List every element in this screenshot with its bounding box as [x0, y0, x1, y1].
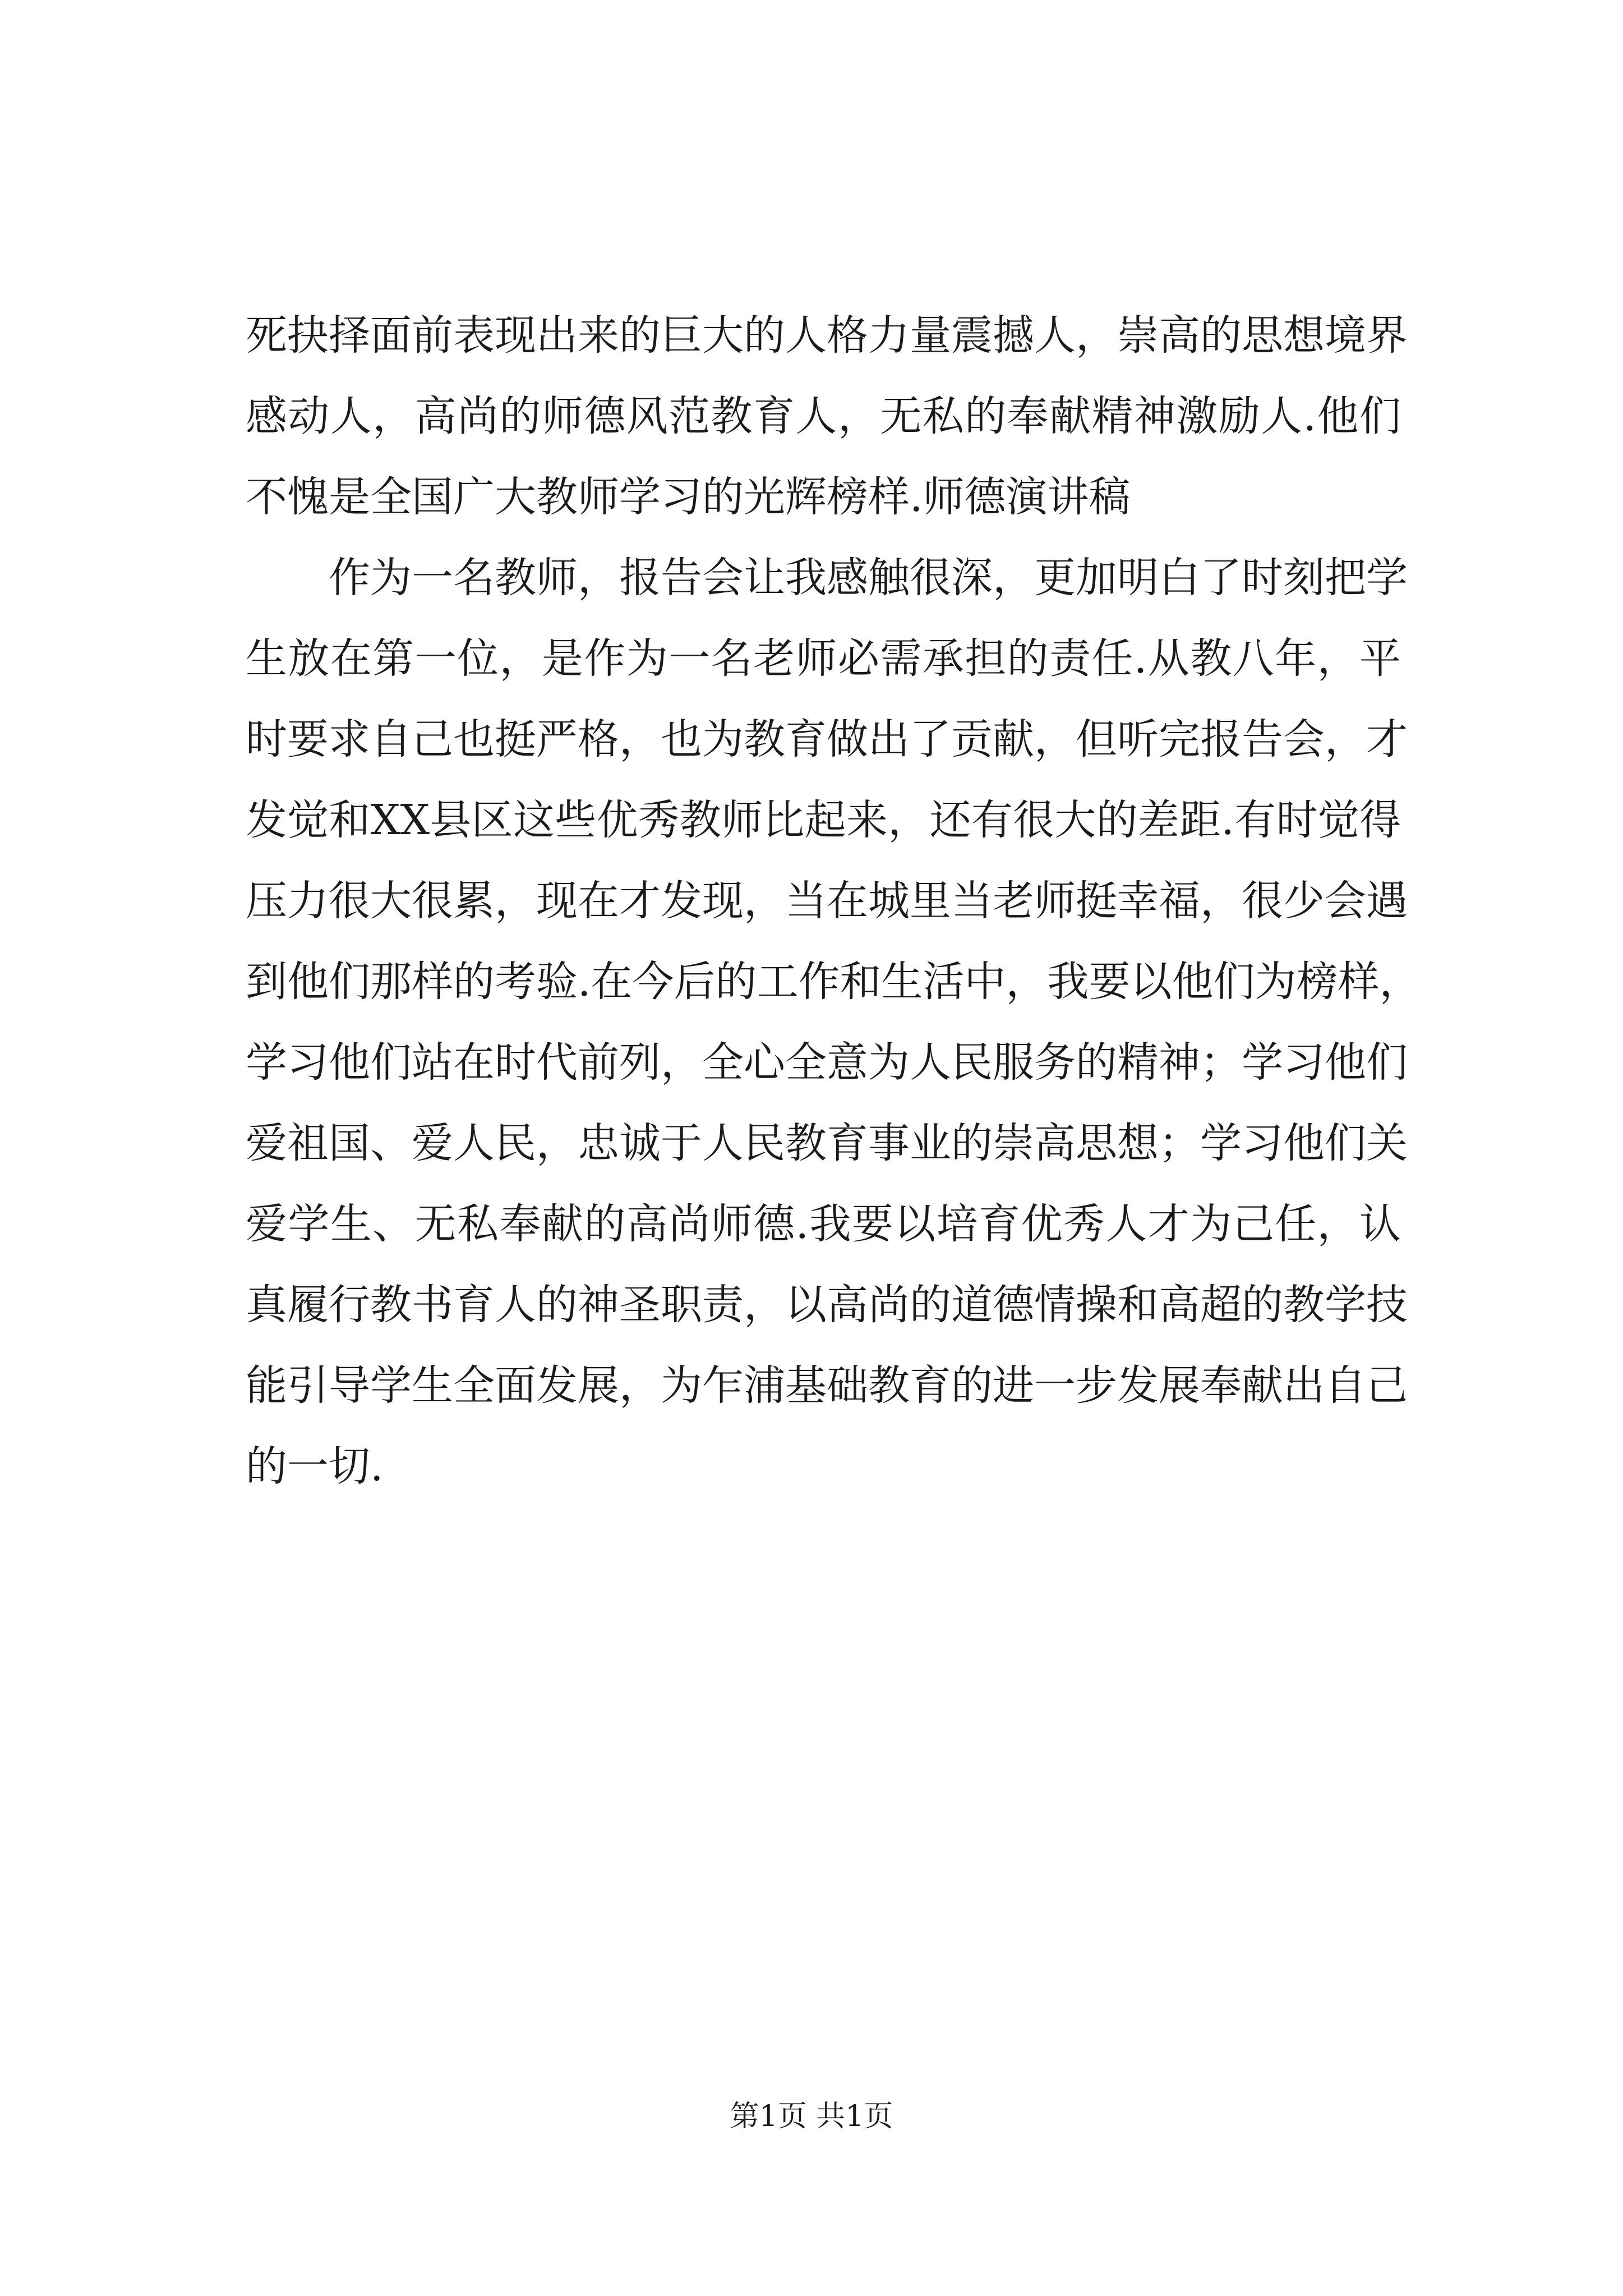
text-line: 压力很大很累，现在才发现，当在城里当老师挺幸福，很少会遇 [246, 877, 1408, 925]
text-line: 爱学生、无私奉献的高尚师德.我要以培育优秀人才为己任，认 [246, 1200, 1401, 1248]
document-body [246, 295, 1421, 1507]
paragraph-2 [246, 537, 1421, 1507]
text-line: 学习他们站在时代前列，全心全意为人民服务的精神；学习他们 [246, 1038, 1408, 1087]
paragraph-1 [246, 295, 1408, 537]
text-line: 爱祖国、爱人民，忠诚于人民教育事业的崇高思想；学习他们关 [246, 1119, 1408, 1167]
text-line: 不愧是全国广大教师学习的光辉榜样.师德演讲稿 [246, 473, 1131, 521]
text-line: 作为一名教师，报告会让我感触很深，更加明白了时刻把学 [329, 554, 1408, 602]
text-line: 感动人，高尚的师德风范教育人，无私的奉献精神激励人.他们 [246, 392, 1401, 440]
text-line: 时要求自己也挺严格，也为教育做出了贡献，但听完报告会，才 [246, 715, 1408, 763]
text-line: 发觉和XX县区这些优秀教师比起来，还有很大的差距.有时觉得 [246, 796, 1401, 844]
text-line: 生放在第一位，是作为一名老师必需承担的责任.从教八年，平 [246, 634, 1401, 683]
text-line: 到他们那样的考验.在今后的工作和生活中，我要以他们为榜样， [246, 958, 1421, 1006]
text-line: 死抉择面前表现出来的巨大的人格力量震撼人，崇高的思想境界 [246, 311, 1408, 360]
text-line: 真履行教书育人的神圣职责，以高尚的道德情操和高超的教学技 [246, 1281, 1408, 1329]
text-line: 的一切. [246, 1442, 384, 1490]
page-footer: 第1页 共1页 [730, 2100, 893, 2133]
text-line: 能引导学生全面发展，为乍浦基础教育的进一步发展奉献出自己 [246, 1361, 1408, 1410]
